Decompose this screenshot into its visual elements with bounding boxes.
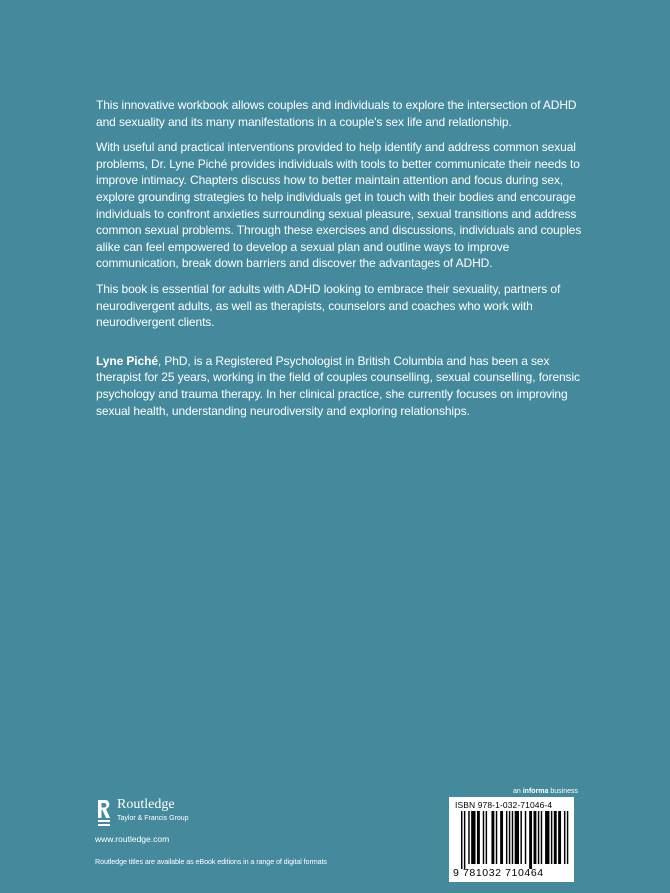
barcode-icon — [453, 811, 570, 869]
author-name: Lyne Piché — [96, 353, 158, 368]
publisher-name: Routledge — [117, 797, 175, 812]
isbn-digits: 9 781032 710464 — [453, 867, 544, 879]
publisher-logo — [95, 798, 355, 828]
isbn-barcode — [449, 797, 574, 882]
informa-brand: informa — [522, 788, 549, 795]
informa-suffix: business — [548, 788, 578, 795]
publisher-url[interactable]: www.routledge.com — [95, 834, 170, 844]
informa-tagline — [513, 788, 578, 795]
back-cover-blurb — [96, 97, 586, 428]
publisher-block — [95, 798, 355, 866]
publisher-group: Taylor & Francis Group — [117, 815, 189, 822]
author-bio — [96, 353, 586, 419]
routledge-logo-icon — [95, 798, 113, 828]
isbn-label: ISBN 978-1-032-71046-4 — [455, 800, 553, 810]
blurb-paragraph-2: With useful and practical interventions provided to help identify and address common sexual problems, Dr. Lyne Piché provides individuals with tools to better communicate their needs to improve intimacy. Chapters discuss how to better maintain attention and focus during sex, explore grounding strategies to help individuals get in touch with their bodies and encourage individuals to confront anxieties surrounding sexual pleasure, sexual transitions and address common sexual problems. Through these exercises and discussions, individuals and couples alike can feel empowered to develop a sexual plan and outline ways to improve communication, break down barriers and discover the advantages of ADHD. — [96, 140, 582, 271]
informa-prefix: an — [513, 788, 523, 795]
blurb-paragraph-1: This innovative workbook allows couples and individuals to explore the intersection of ADHD and sexuality and its many manifestations in a couple's sex life and relationship. — [96, 98, 577, 129]
blurb-paragraph-3: This book is essential for adults with ADHD looking to embrace their sexuality, partners of neurodivergent adults, as well as therapists, counselors and coaches who work with neurodivergent clients. — [96, 281, 561, 330]
ebook-note: Routledge titles are available as eBook editions in a range of digital formats — [95, 857, 327, 866]
author-bio-text: , PhD, is a Registered Psychologist in British Columbia and has been a sex therapist for 25 years, working in the field of couples counselling, sexual counselling, forensic psychology and trauma therapy. In her clinical practice, she currently focuses on improving sexual health, understanding neurodiversity and exploring relationships. — [96, 353, 580, 418]
